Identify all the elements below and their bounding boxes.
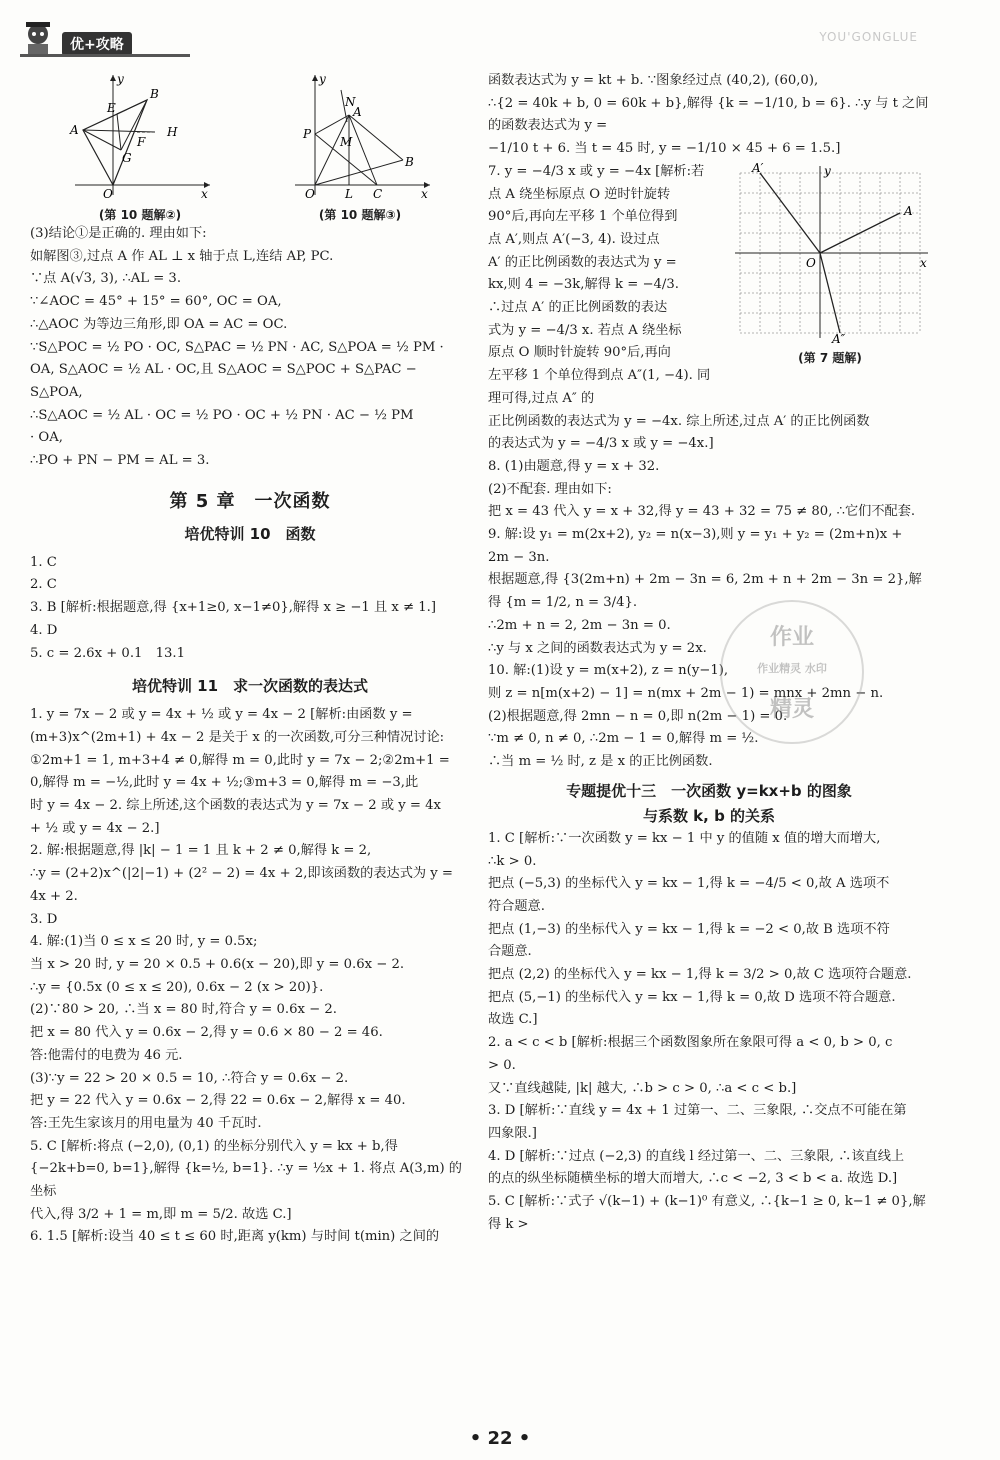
label-A: A bbox=[353, 105, 362, 119]
figure-10-3-diagram bbox=[285, 70, 435, 200]
label-y: y bbox=[824, 163, 831, 178]
figure-row bbox=[30, 70, 470, 223]
answer-line: 的表达式为 y = −4/3 x 或 y = −4x.] bbox=[488, 436, 714, 452]
text-line: 如解图③,过点 A 作 AL ⊥ x 轴于点 L,连结 AP, PC. bbox=[30, 248, 334, 264]
text-line: ∵点 A(√3, 3), ∴AL = 3. bbox=[30, 271, 182, 287]
answer-line: 4. D [解析:∵过点 (−2,3) 的直线 l 经过第一、二、三象限, ∴该直线上 bbox=[488, 1148, 905, 1164]
answer-line: 点 A′,则点 A′(−3, 4). 设过点 bbox=[488, 231, 660, 247]
answer-line: (2)根据题意,得 2mn − n = 0,即 n(2m − 1) = 0. bbox=[488, 708, 788, 724]
answer-line: ∴过点 A′ 的正比例函数的表达 bbox=[488, 300, 668, 316]
answer-line: 2. a < c < b [解析:根据三个函数图象所在象限可得 a < 0, b > 0, c bbox=[488, 1035, 893, 1051]
stamp-text: 精灵 bbox=[769, 697, 814, 722]
section-10-answers bbox=[30, 552, 470, 666]
section-title-11: 培优特训 11 求一次函数的表达式 bbox=[131, 677, 369, 696]
figure-10-2-diagram bbox=[65, 70, 215, 200]
answer-line: 把点 (−5,3) 的坐标代入 y = kx − 1,得 k = −4/5 < 0,故 A 选项不 bbox=[488, 876, 890, 892]
answer-line: ∴y 与 x 之间的函数表达式为 y = 2x. bbox=[488, 640, 707, 656]
label-E: E bbox=[107, 101, 116, 115]
text-line: ∴△AOC 为等边三角形,即 OA = AC = OC. bbox=[30, 316, 288, 332]
text-line: (3)结论①是正确的. 理由如下: bbox=[30, 226, 207, 241]
header-rule bbox=[20, 54, 190, 57]
text-line: · OA, bbox=[30, 430, 63, 446]
label-x: x bbox=[421, 187, 428, 200]
answer-line: 5. c = 2.6x + 0.1 13.1 bbox=[30, 645, 185, 661]
answer-line: 左平移 1 个单位得到点 A″(1, −4). 同理可得,过点 A″ 的 bbox=[488, 368, 711, 406]
answer-line: 代入,得 3/2 + 1 = m,即 m = 5/2. 故选 C.] bbox=[30, 1206, 292, 1222]
answer-line: 原点 O 顺时针旋转 90°后,再向 bbox=[488, 345, 671, 361]
page-header bbox=[0, 0, 1000, 70]
stamp-text: 作业精灵 水印 bbox=[757, 662, 827, 675]
answers-8-10 bbox=[488, 456, 930, 774]
label-F: F bbox=[137, 135, 146, 149]
answer-line: 0,解得 m = −½,此时 y = 4x + ½;③m+3 = 0,解得 m = −3,此 bbox=[30, 775, 419, 791]
answer-line: −1/10 t + 6. 当 t = 45 时, y = −1/10 × 45 + 6 = 1.5.] bbox=[488, 141, 841, 157]
answer-line: ∴2m + n = 2, 2m − 3n = 0. bbox=[488, 617, 671, 633]
answer-line: 又∵直线越陡, |k| 越大, ∴b > c > 0, ∴a < c < b.] bbox=[488, 1080, 797, 1096]
answer-line: {−2k+b=0, b=1},解得 {k=½, b=1}. ∴y = ½x + 1. 将点 A(3,m) 的坐标 bbox=[30, 1161, 462, 1200]
answer-line: 合题意. bbox=[488, 944, 532, 960]
label-L: L bbox=[345, 187, 353, 200]
answer-line: 的点的纵坐标随横坐标的增大而增大, ∴c < −2, 3 < b < a. 故选 D.] bbox=[488, 1171, 898, 1187]
label-A: A bbox=[904, 203, 913, 218]
answer-line: (2)不配套. 理由如下: bbox=[488, 481, 612, 497]
answer-line: 把点 (5,−1) 的坐标代入 y = kx − 1,得 k = 0,故 D 选项不符合题意. bbox=[488, 989, 896, 1005]
label-H: H bbox=[167, 125, 178, 139]
answer-line: 把 y = 22 代入 y = 0.6x − 2,得 22 = 0.6x − 2,解得 x = 40. bbox=[30, 1093, 406, 1109]
answer-line: 点 A 绕坐标原点 O 逆时针旋转 bbox=[488, 186, 671, 202]
answer-line: 4x + 2. bbox=[30, 888, 78, 904]
label-P: P bbox=[303, 127, 312, 141]
label-O: O bbox=[103, 187, 113, 200]
answer-line: ∵m ≠ 0, n ≠ 0, ∴2m − 1 = 0,解得 m = ½. bbox=[488, 731, 759, 747]
answer-line: ①2m+1 = 1, m+3+4 ≠ 0,解得 m = 0,此时 y = 7x − 2;②2m+1 = bbox=[30, 752, 450, 768]
label-x: x bbox=[920, 255, 927, 270]
answer-line: 把点 (1,−3) 的坐标代入 y = kx − 1,得 k = −2 < 0,故 B 选项不符 bbox=[488, 921, 890, 937]
special-title-line-1: 专题提优十三 一次函数 y=kx+b 的图象 bbox=[566, 781, 852, 800]
label-N: N bbox=[345, 95, 356, 109]
answer-line: (2)∵80 > 20, ∴当 x = 80 时,符合 y = 0.6x − 2. bbox=[30, 1002, 337, 1018]
answer-line: 把点 (2,2) 的坐标代入 y = kx − 1,得 k = 3/2 > 0,故 C 选项符合题意. bbox=[488, 967, 912, 983]
label-A: A bbox=[70, 123, 79, 137]
running-title: YOU'GONGLUE bbox=[819, 30, 918, 44]
figure-caption: (第 10 题解②) bbox=[98, 208, 182, 222]
section-title-10: 培优特训 10 函数 bbox=[184, 524, 316, 543]
label-x: x bbox=[201, 187, 208, 200]
answer-line: 4. 解:(1)当 0 ≤ x ≤ 20 时, y = 0.5x; bbox=[30, 934, 258, 950]
text-line: ∵∠AOC = 45° + 15° = 60°, OC = OA, bbox=[30, 294, 282, 310]
label-B: B bbox=[405, 155, 414, 169]
answer-line: 则 z = n[m(x+2) − 1] = n(mx + 2m − 1) = mnx + 2mn − n. bbox=[488, 685, 884, 701]
answer-line: 3. D bbox=[30, 911, 58, 927]
answer-line: ∴{2 = 40k + b, 0 = 60k + b},解得 {k = −1/10, b = 6}. ∴y 与 t 之间的函数表达式为 y = bbox=[488, 95, 929, 134]
answer-line: 6. 1.5 [解析:设当 40 ≤ t ≤ 60 时,距离 y(km) 与时间 t(min) 之间的 bbox=[30, 1229, 440, 1245]
answer-line: 正比例函数的表达式为 y = −4x. 综上所述,过点 A′ 的正比例函数 bbox=[488, 413, 870, 429]
answer-line: A′ 的正比例函数的表达式为 y = bbox=[488, 254, 677, 270]
label-M: M bbox=[340, 135, 353, 149]
figure-caption: (第 7 题解) bbox=[798, 350, 862, 365]
label-A-prime: A′ bbox=[752, 162, 764, 175]
answer-line: 把 x = 80 代入 y = 0.6x − 2,得 y = 0.6 × 80 − 2 = 46. bbox=[30, 1025, 383, 1041]
label-y: y bbox=[117, 72, 124, 86]
figure-caption: (第 10 题解③) bbox=[318, 208, 402, 222]
right-column bbox=[488, 70, 930, 1236]
brand-logo bbox=[20, 18, 190, 62]
answer-line: ∴y = (2+2)x^(|2|−1) + (2² − 2) = 4x + 2,即该函数的表达式为 y = bbox=[30, 866, 453, 882]
label-O: O bbox=[305, 187, 315, 200]
answer-line: 8. (1)由题意,得 y = x + 32. bbox=[488, 458, 660, 474]
answer-line: 根据题意,得 {3(2m+n) + 2m − 3n = 6, 2m + n + 2m − 3n = 2},解得 {m = 1/2, n = 3/4}. bbox=[488, 572, 922, 611]
figure-7-grid bbox=[730, 163, 930, 343]
answer-line: 2m − 3n. bbox=[488, 549, 550, 565]
answer-line: 10. 解:(1)设 y = m(x+2), z = n(y−1), bbox=[488, 663, 729, 679]
answer-10-3 bbox=[30, 223, 470, 473]
label-G: G bbox=[122, 151, 132, 165]
answer-line: 5. C [解析:∵式子 √(k−1) + (k−1)⁰ 有意义, ∴{k−1 ≥ 0, k−1 ≠ 0},解得 k > bbox=[488, 1194, 926, 1232]
text-line: ∵S△POC = ½ PO · OC, S△PAC = ½ PN · AC, S△POA = ½ PM · bbox=[30, 339, 444, 355]
answer-line: > 0. bbox=[488, 1057, 516, 1073]
text-line: ∴PO + PN − PM = AL = 3. bbox=[30, 453, 210, 469]
answer-line: 2. 解:根据题意,得 |k| − 1 = 1 且 k + 2 ≠ 0,解得 k = 2, bbox=[30, 843, 372, 859]
watermark-stamp bbox=[720, 600, 864, 744]
figure-10-2 bbox=[65, 70, 215, 223]
answer-line: 4. D bbox=[30, 622, 58, 638]
stamp-text: 作业 bbox=[769, 625, 814, 650]
answer-line: 函数表达式为 y = kt + b. ∵图象经过点 (40,2), (60,0), bbox=[488, 73, 819, 88]
answer-6-continued bbox=[488, 70, 930, 161]
answer-line: 7. y = −4/3 x 或 y = −4x [解析:若 bbox=[488, 163, 705, 179]
answer-line: 答:他需付的电费为 46 元. bbox=[30, 1047, 183, 1063]
answer-line: ∴当 m = ½ 时, z 是 x 的正比例函数. bbox=[488, 754, 713, 770]
answer-line: + ½ 或 y = 4x − 2.] bbox=[30, 820, 160, 836]
label-B: B bbox=[150, 87, 159, 101]
answer-line: (m+3)x^(2m+1) + 4x − 2 是关于 x 的一次函数,可分三种情况讨论: bbox=[30, 729, 445, 745]
answer-line: 当 x > 20 时, y = 20 × 0.5 + 0.6(x − 20),即 y = 0.6x − 2. bbox=[30, 956, 405, 972]
label-y: y bbox=[319, 72, 326, 86]
chapter-title: 第 5 章 一次函数 bbox=[169, 490, 331, 512]
answer-line: 时 y = 4x − 2. 综上所述,这个函数的表达式为 y = 7x − 2 或 y = 4x bbox=[30, 798, 441, 814]
figure-10-3 bbox=[285, 70, 435, 223]
answer-line: 5. C [解析:将点 (−2,0), (0,1) 的坐标分别代入 y = kx + b,得 bbox=[30, 1138, 398, 1154]
answer-line: 符合题意. bbox=[488, 898, 545, 914]
answer-line: kx,则 4 = −3k,解得 k = −4/3. bbox=[488, 277, 679, 293]
left-column bbox=[30, 70, 470, 1249]
brand-text: 优+攻略 bbox=[62, 32, 132, 56]
text-line: ∴S△AOC = ½ AL · OC = ½ PO · OC + ½ PN · AC − ½ PM bbox=[30, 407, 414, 423]
label-O: O bbox=[806, 255, 816, 270]
answer-line: 把 x = 43 代入 y = x + 32,得 y = 43 + 32 = 75 ≠ 80, ∴它们不配套. bbox=[488, 504, 916, 520]
answer-line: 故选 C.] bbox=[488, 1012, 538, 1028]
label-A-double-prime: A″ bbox=[832, 331, 846, 343]
text-line: OA, S△AOC = ½ AL · OC,且 S△AOC = S△POC + S△PAC − S△POA, bbox=[30, 362, 417, 400]
answer-line: ∴k > 0. bbox=[488, 853, 537, 869]
answer-line: 1. C bbox=[30, 554, 57, 570]
answer-line: 90°后,再向左平移 1 个单位得到 bbox=[488, 209, 678, 225]
page-number: • 22 • bbox=[469, 1428, 531, 1449]
label-C: C bbox=[373, 187, 383, 200]
answer-line: (3)∵y = 22 > 20 × 0.5 = 10, ∴符合 y = 0.6x − 2. bbox=[30, 1070, 349, 1086]
answer-7 bbox=[488, 161, 930, 456]
answer-line: 式为 y = −4/3 x. 若点 A 绕坐标 bbox=[488, 322, 682, 338]
answer-line: 答:王先生家该月的用电量为 40 千瓦时. bbox=[30, 1115, 262, 1131]
answer-line: 1. y = 7x − 2 或 y = 4x + ½ 或 y = 4x − 2 [解析:由函数 y = bbox=[30, 707, 413, 723]
answer-line: 9. 解:设 y₁ = m(2x+2), y₂ = n(x−3),则 y = y₁ + y₂ = (2m+n)x + bbox=[488, 527, 903, 543]
mascot-icon bbox=[20, 18, 56, 56]
answer-line: 1. C [解析:∵一次函数 y = kx − 1 中 y 的值随 x 值的增大而增大, bbox=[488, 830, 881, 846]
figure-7 bbox=[730, 163, 930, 366]
special-section bbox=[488, 780, 930, 1237]
section-11-answers bbox=[30, 704, 470, 1249]
answer-line: 2. C bbox=[30, 577, 57, 593]
answer-line: ∴y = {0.5x (0 ≤ x ≤ 20), 0.6x − 2 (x > 20)}. bbox=[30, 979, 324, 995]
answer-line: 3. D [解析:∵直线 y = 4x + 1 过第一、二、三象限, ∴交点不可能在第 bbox=[488, 1103, 907, 1119]
answer-line: 四象限.] bbox=[488, 1125, 537, 1141]
special-title-line-2: 与系数 k, b 的关系 bbox=[642, 806, 776, 825]
answer-line: 3. B [解析:根据题意,得 {x+1≥0, x−1≠0},解得 x ≥ −1 且 x ≠ 1.] bbox=[30, 600, 436, 616]
